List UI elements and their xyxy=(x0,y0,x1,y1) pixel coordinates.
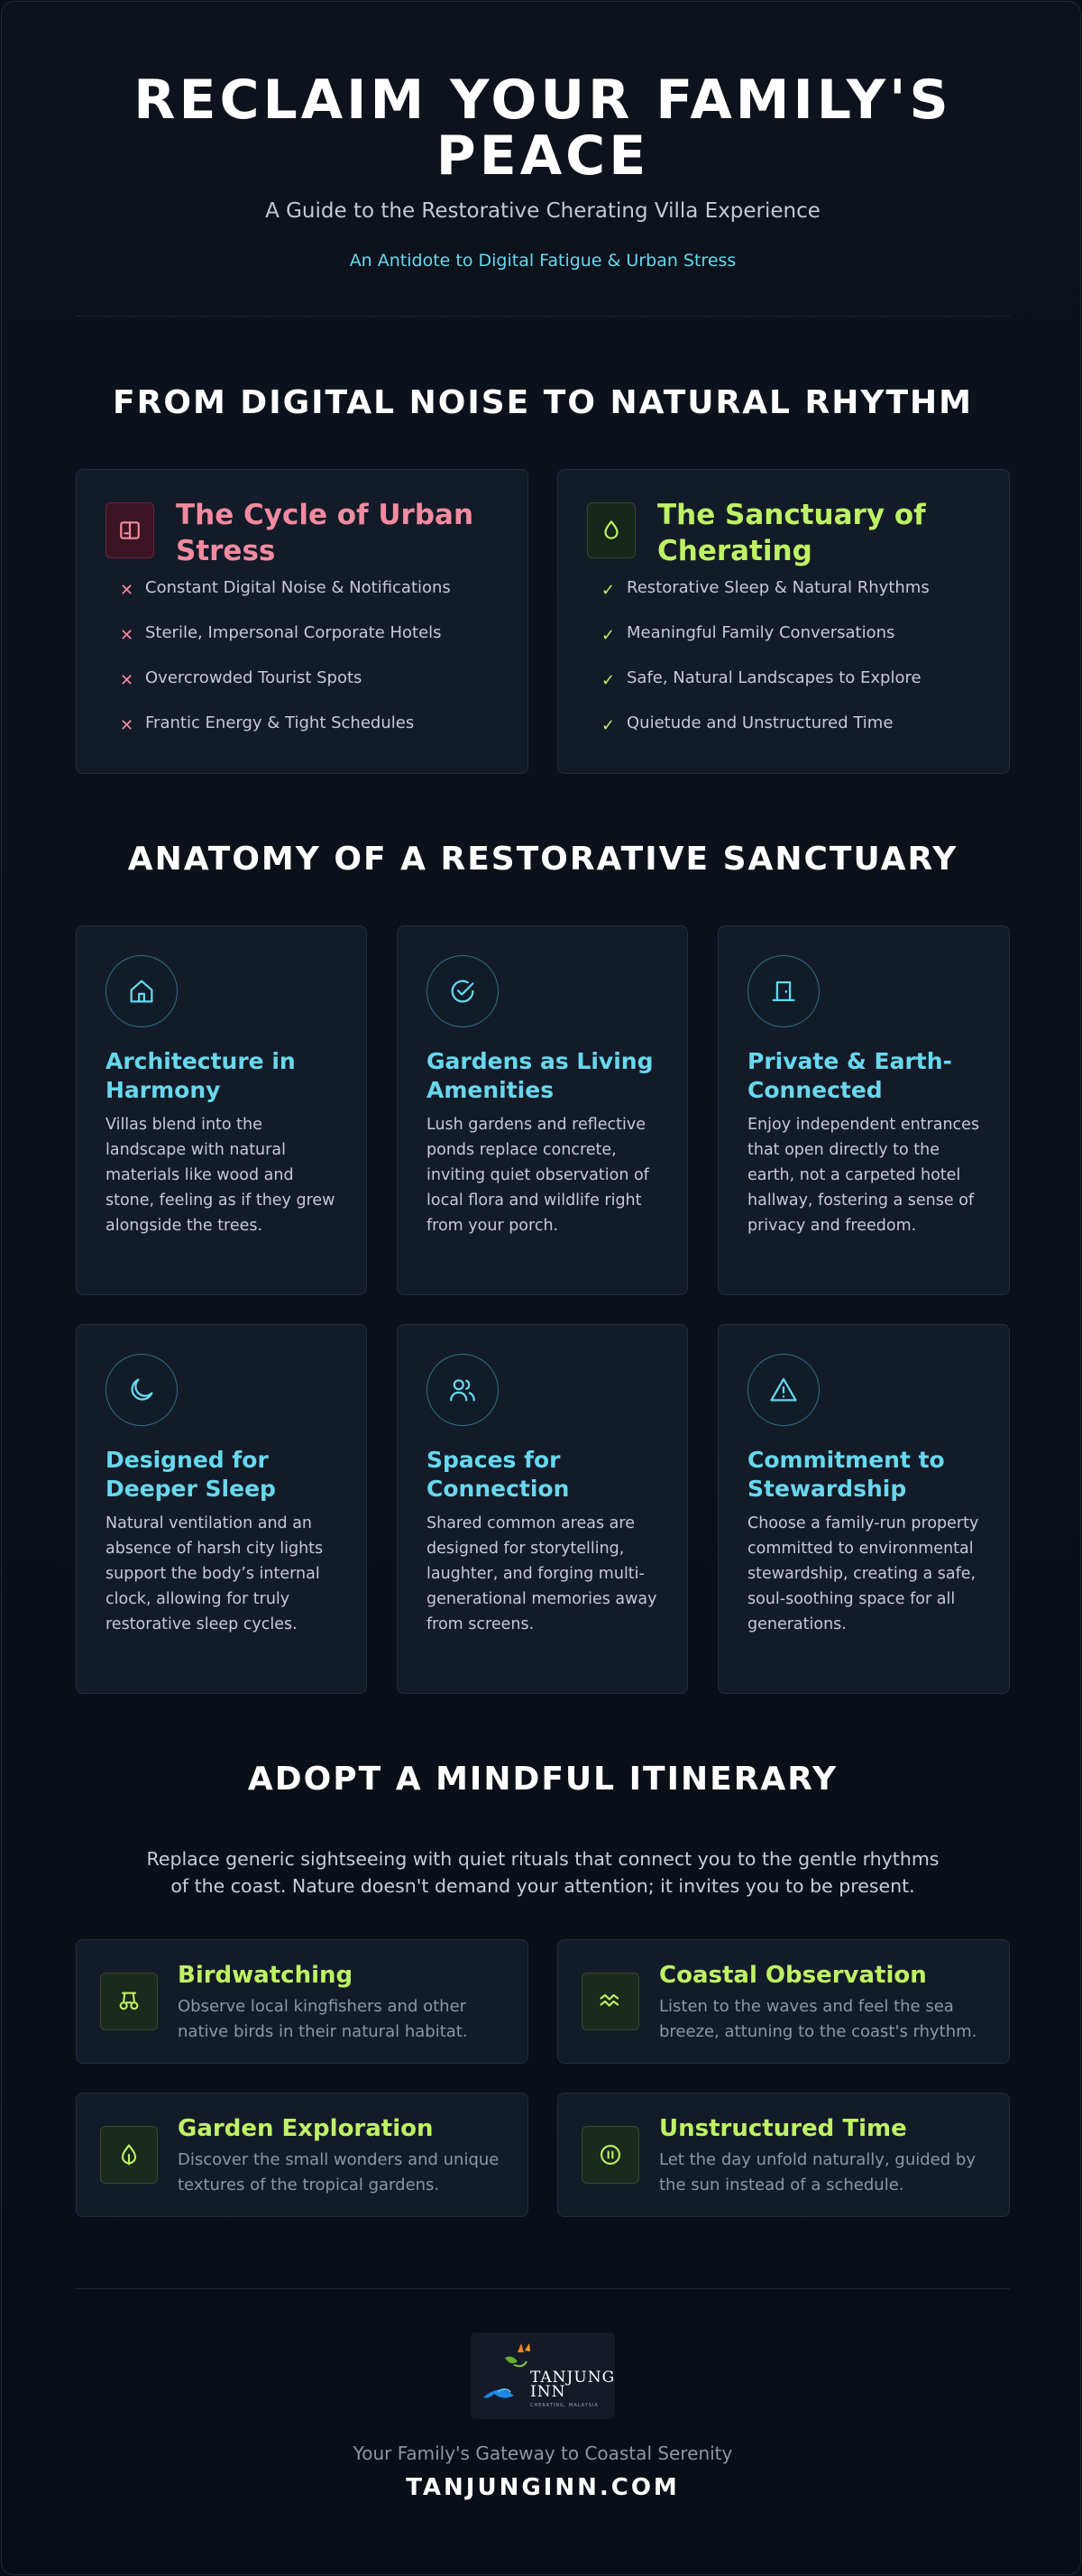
waves-icon xyxy=(582,1973,639,2030)
list-item: ✕ Overcrowded Tourist Spots xyxy=(120,668,362,690)
feature-card xyxy=(76,925,367,1295)
home-icon xyxy=(105,955,178,1027)
feature-card xyxy=(718,1324,1010,1694)
feature-card xyxy=(718,925,1010,1295)
footer-tagline: Your Family's Gateway to Coastal Serenity xyxy=(353,2443,733,2464)
feature-text: Natural ventilation and an absence of harsh city lights support the body’s internal clock, allowing for truly restorative sleep cycles. xyxy=(105,1514,324,1633)
footer-divider xyxy=(76,2288,1010,2289)
water-drop-icon xyxy=(587,502,636,558)
check-circle-icon xyxy=(426,955,499,1027)
page-tagline: An Antidote to Digital Fatigue & Urban Stress xyxy=(349,251,737,271)
comparison-heading: FROM DIGITAL NOISE TO NATURAL RHYTHM xyxy=(113,384,973,421)
feature-text: Lush gardens and reflective ponds replace concrete, inviting quiet observation of local flora and wildlife right from your porch. xyxy=(426,1116,649,1235)
page-subtitle: A Guide to the Restorative Cherating Villa Experience xyxy=(265,199,821,223)
feature-text: Choose a family-run property committed to environmental stewardship, creating a safe, soul-soothing space for all generations. xyxy=(747,1514,979,1633)
feature-text: Villas blend into the landscape with natural materials like wood and stone, feeling as if they grew alongside the trees. xyxy=(105,1116,335,1235)
activity-card xyxy=(76,1939,528,2064)
activity-card xyxy=(76,2093,528,2217)
anatomy-heading: ANATOMY OF A RESTORATIVE SANCTUARY xyxy=(127,841,958,878)
list-item: ✓ Safe, Natural Landscapes to Explore xyxy=(601,668,922,690)
activity-text: Let the day unfold naturally, guided by the sun instead of a schedule. xyxy=(659,2150,976,2194)
urban-stress-title: The Cycle of Urban Stress xyxy=(176,499,474,567)
feature-title: Architecture in Harmony xyxy=(105,1048,296,1103)
moon-icon xyxy=(105,1354,178,1426)
feature-title: Spaces for Connection xyxy=(426,1447,570,1502)
check-icon: ✓ xyxy=(601,716,616,735)
leaf-drop-icon xyxy=(100,2126,158,2184)
list-item: ✓ Meaningful Family Conversations xyxy=(601,623,895,645)
sanctuary-list xyxy=(601,578,980,759)
x-mark-icon: ✕ xyxy=(120,716,134,735)
binoculars-icon xyxy=(100,1973,158,2030)
sanctuary-title: The Sanctuary of Cherating xyxy=(657,499,926,567)
feature-text: Enjoy independent entrances that open directly to the earth, not a carpeted hotel hallway, fostering a sense of privacy and freedom. xyxy=(747,1116,980,1235)
header-divider xyxy=(76,316,1010,317)
check-icon: ✓ xyxy=(601,581,616,600)
feature-title: Commitment to Stewardship xyxy=(747,1447,945,1502)
itinerary-heading: ADOPT A MINDFUL ITINERARY xyxy=(247,1761,839,1798)
list-item: ✓ Quietude and Unstructured Time xyxy=(601,713,894,735)
logo-text: TANJUNG INN xyxy=(530,2369,616,2401)
footer-website-link[interactable]: TANJUNGINN.COM xyxy=(406,2474,680,2501)
feature-title: Private & Earth-Connected xyxy=(747,1048,952,1103)
list-item: ✕ Constant Digital Noise & Notifications xyxy=(120,578,451,600)
check-icon: ✓ xyxy=(601,671,616,690)
feature-text: Shared common areas are designed for storytelling, laughter, and forging multi-generational memories away from screens. xyxy=(426,1514,657,1633)
door-icon xyxy=(747,955,820,1027)
pause-circle-icon xyxy=(582,2126,639,2184)
brand-logo xyxy=(471,2332,615,2419)
activity-card xyxy=(557,1939,1010,2064)
urban-stress-list xyxy=(120,578,499,759)
x-mark-icon: ✕ xyxy=(120,581,134,600)
check-icon: ✓ xyxy=(601,626,616,645)
page-frame xyxy=(1,1,1081,2575)
list-item: ✓ Restorative Sleep & Natural Rhythms xyxy=(601,578,930,600)
activity-text: Listen to the waves and feel the sea breeze, attuning to the coast's rhythm. xyxy=(659,1997,977,2041)
sanctuary-card xyxy=(557,469,1010,774)
activity-title: Coastal Observation xyxy=(659,1962,927,1989)
feature-title: Gardens as Living Amenities xyxy=(426,1048,654,1103)
phone-icon xyxy=(105,502,154,558)
users-icon xyxy=(426,1354,499,1426)
x-mark-icon: ✕ xyxy=(120,626,134,645)
activity-title: Garden Exploration xyxy=(178,2115,434,2142)
urban-stress-card xyxy=(76,469,528,774)
page-title: RECLAIM YOUR FAMILY'S PEACE xyxy=(133,69,952,188)
feature-card xyxy=(397,925,688,1295)
activity-card xyxy=(557,2093,1010,2217)
warning-triangle-icon xyxy=(747,1354,820,1426)
activity-text: Discover the small wonders and unique textures of the tropical gardens. xyxy=(178,2150,500,2194)
list-item: ✕ Frantic Energy & Tight Schedules xyxy=(120,713,415,735)
x-mark-icon: ✕ xyxy=(120,671,134,690)
feature-card xyxy=(76,1324,367,1694)
feature-card xyxy=(397,1324,688,1694)
activity-text: Observe local kingfishers and other native birds in their natural habitat. xyxy=(178,1997,468,2041)
activity-title: Unstructured Time xyxy=(659,2115,907,2142)
itinerary-intro: Replace generic sightseeing with quiet rituals that connect you to the gentle rhythms of the coast. Nature doesn't demand your attention; it invites you to be present. xyxy=(146,1848,940,1897)
list-item: ✕ Sterile, Impersonal Corporate Hotels xyxy=(120,623,442,645)
activity-title: Birdwatching xyxy=(178,1962,353,1989)
logo-subtext: CHERATING, MALAYSIA xyxy=(530,2403,599,2408)
feature-title: Designed for Deeper Sleep xyxy=(105,1447,276,1502)
